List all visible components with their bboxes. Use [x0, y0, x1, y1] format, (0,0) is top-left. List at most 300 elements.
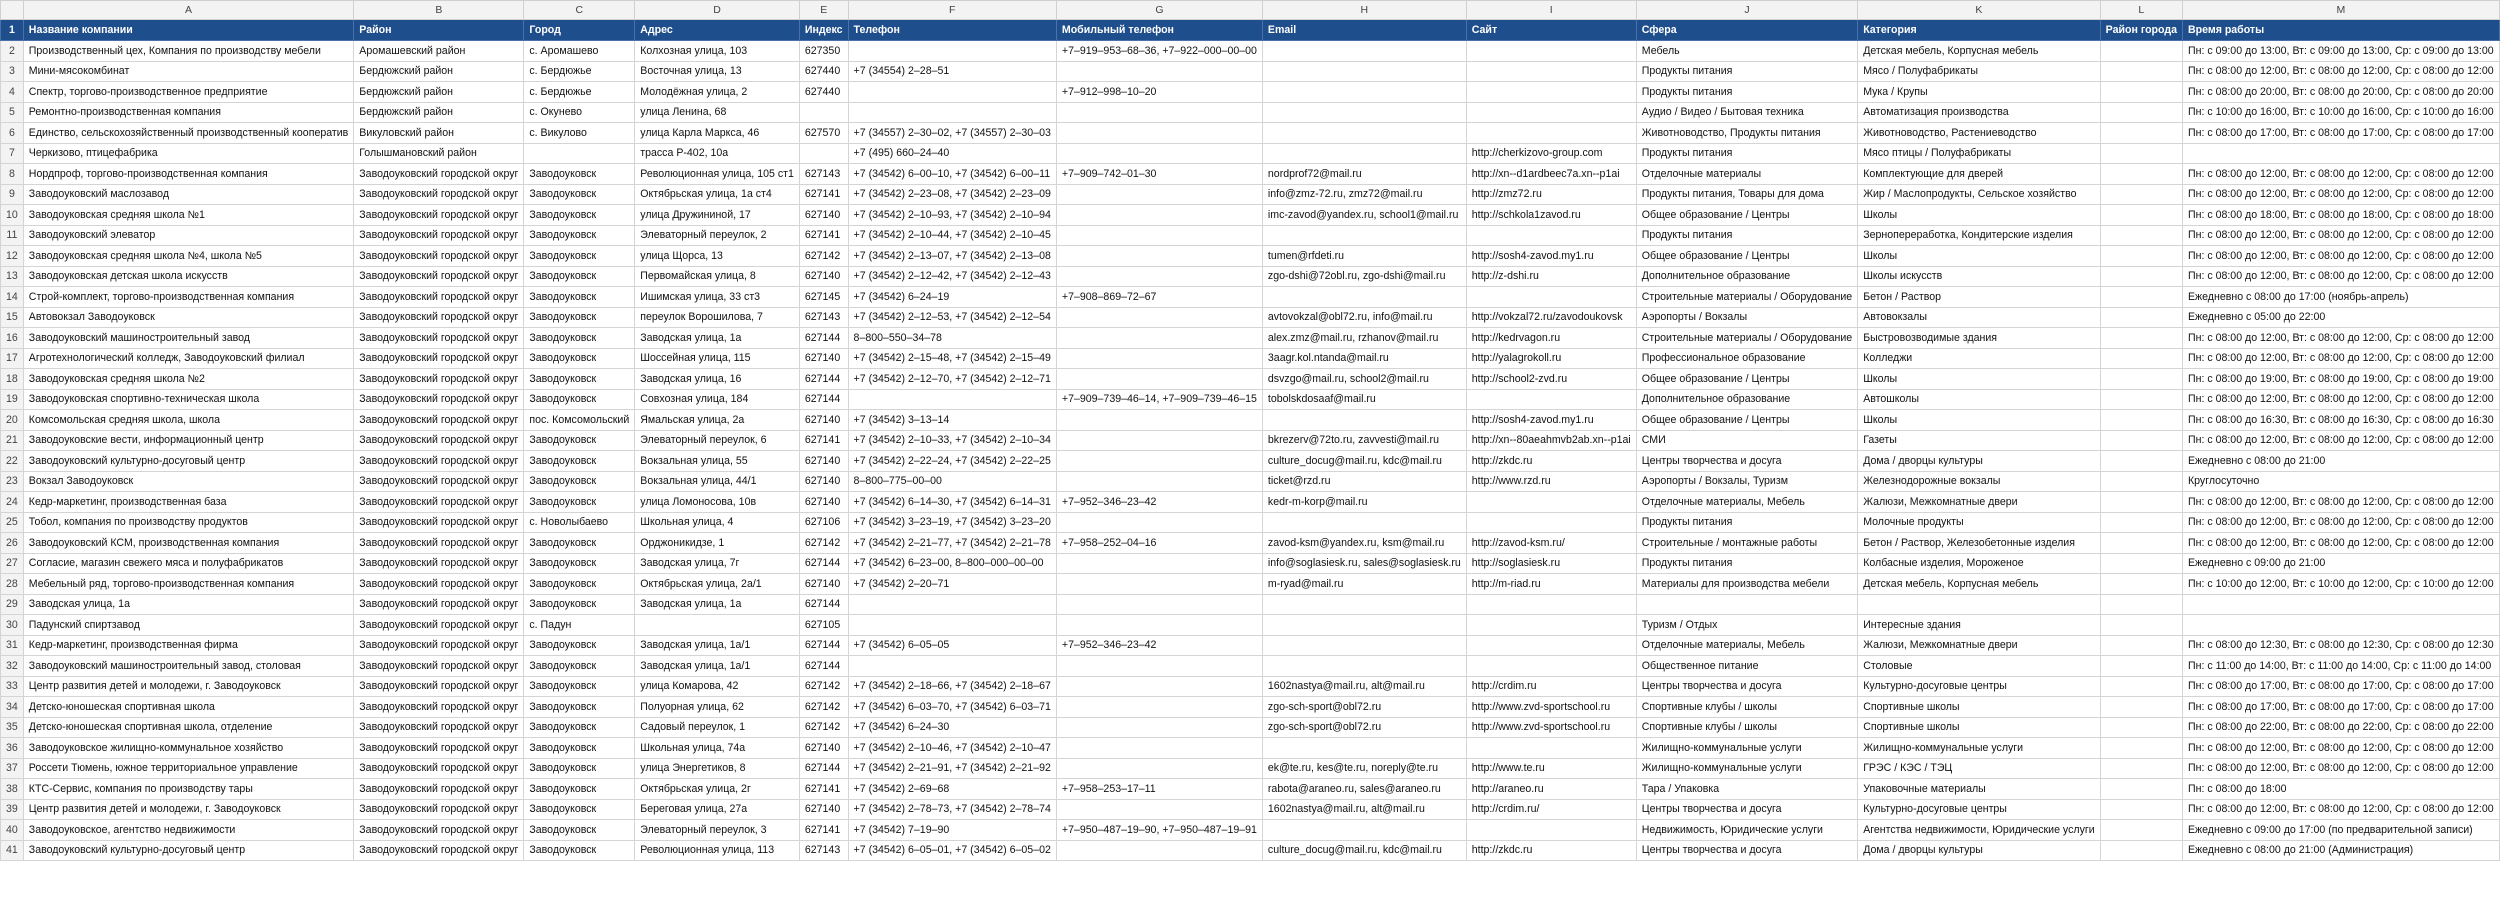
table-cell[interactable]: Автоматизация производства	[1858, 102, 2100, 123]
table-cell[interactable]: Заводоуковский городской округ	[354, 328, 524, 349]
table-cell[interactable]	[2100, 430, 2182, 451]
table-cell[interactable]	[799, 143, 848, 164]
table-cell[interactable]	[2100, 533, 2182, 554]
table-cell[interactable]: Заводская улица, 16	[635, 369, 800, 390]
table-cell[interactable]: Пн: с 08:00 до 12:00, Вт: с 08:00 до 12:00, Ср: с 08:00 до 12:00	[2182, 184, 2499, 205]
table-cell[interactable]: Совхозная улица, 184	[635, 389, 800, 410]
row-number[interactable]: 1	[1, 20, 24, 41]
table-cell[interactable]	[1056, 799, 1262, 820]
table-cell[interactable]: Отделочные материалы, Мебель	[1636, 635, 1857, 656]
table-cell[interactable]: 627144	[799, 389, 848, 410]
table-cell[interactable]: +7 (34542) 2–10–44, +7 (34542) 2–10–45	[848, 225, 1056, 246]
table-cell[interactable]: 3aagr.kol.ntanda@mail.ru	[1262, 348, 1466, 369]
table-cell[interactable]: с. Бердюжье	[524, 82, 635, 103]
table-cell[interactable]: http://xn--d1ardbeec7a.xn--p1ai	[1466, 164, 1636, 185]
header-cell[interactable]: Email	[1262, 20, 1466, 41]
table-cell[interactable]: Садовый переулок, 1	[635, 717, 800, 738]
column-letter-h[interactable]: H	[1262, 1, 1466, 20]
table-cell[interactable]: Заводская улица, 1а/1	[635, 635, 800, 656]
table-cell[interactable]: 627143	[799, 164, 848, 185]
table-cell[interactable]: Жир / Маслопродукты, Сельское хозяйство	[1858, 184, 2100, 205]
table-cell[interactable]	[2182, 615, 2499, 636]
row-number[interactable]: 11	[1, 225, 24, 246]
table-cell[interactable]: Детско-юношеская спортивная школа, отделение	[23, 717, 353, 738]
table-cell[interactable]: Пн: с 08:00 до 17:00, Вт: с 08:00 до 17:00, Ср: с 08:00 до 17:00	[2182, 123, 2499, 144]
table-cell[interactable]: Детская мебель, Корпусная мебель	[1858, 41, 2100, 62]
column-letter-b[interactable]: B	[354, 1, 524, 20]
table-cell[interactable]: Животноводство, Растениеводство	[1858, 123, 2100, 144]
table-cell[interactable]: Аэропорты / Вокзалы, Туризм	[1636, 471, 1857, 492]
table-cell[interactable]: Россети Тюмень, южное территориальное управление	[23, 758, 353, 779]
table-cell[interactable]: Заводоуковск	[524, 840, 635, 861]
header-cell[interactable]: Адрес	[635, 20, 800, 41]
table-cell[interactable]: +7–908–869–72–67	[1056, 287, 1262, 308]
table-cell[interactable]: Центры творчества и досуга	[1636, 451, 1857, 472]
table-cell[interactable]: Заводоуковский городской округ	[354, 697, 524, 718]
row-number[interactable]: 29	[1, 594, 24, 615]
table-cell[interactable]: Заводоуковский городской округ	[354, 779, 524, 800]
table-cell[interactable]	[1262, 512, 1466, 533]
table-cell[interactable]: Голышмановский район	[354, 143, 524, 164]
table-cell[interactable]: Строительные материалы / Оборудование	[1636, 328, 1857, 349]
table-cell[interactable]	[1056, 348, 1262, 369]
table-cell[interactable]: Пн: с 08:00 до 12:00, Вт: с 08:00 до 12:00, Ср: с 08:00 до 12:00	[2182, 225, 2499, 246]
table-cell[interactable]: 627144	[799, 553, 848, 574]
table-cell[interactable]: Мебельный ряд, торгово-производственная компания	[23, 574, 353, 595]
table-cell[interactable]: 627141	[799, 430, 848, 451]
table-cell[interactable]: Культурно-досуговые центры	[1858, 799, 2100, 820]
table-cell[interactable]: с. Викулово	[524, 123, 635, 144]
table-cell[interactable]: Полуорная улица, 62	[635, 697, 800, 718]
table-cell[interactable]	[1056, 225, 1262, 246]
table-cell[interactable]	[2100, 676, 2182, 697]
table-cell[interactable]	[2100, 492, 2182, 513]
table-cell[interactable]: Газеты	[1858, 430, 2100, 451]
table-cell[interactable]: Заводская улица, 1а/1	[635, 656, 800, 677]
table-cell[interactable]	[1466, 738, 1636, 759]
table-cell[interactable]: +7 (34542) 2–10–33, +7 (34542) 2–10–34	[848, 430, 1056, 451]
table-cell[interactable]: 627140	[799, 799, 848, 820]
table-cell[interactable]: Пн: с 09:00 до 13:00, Вт: с 09:00 до 13:00, Ср: с 09:00 до 13:00	[2182, 41, 2499, 62]
row-number[interactable]: 18	[1, 369, 24, 390]
table-cell[interactable]: 8–800–775–00–00	[848, 471, 1056, 492]
table-cell[interactable]: с. Падун	[524, 615, 635, 636]
table-cell[interactable]	[2100, 799, 2182, 820]
column-letter-d[interactable]: D	[635, 1, 800, 20]
table-cell[interactable]	[2100, 369, 2182, 390]
table-cell[interactable]: Викуловский район	[354, 123, 524, 144]
table-cell[interactable]: +7 (34542) 2–23–08, +7 (34542) 2–23–09	[848, 184, 1056, 205]
table-cell[interactable]: Материалы для производства мебели	[1636, 574, 1857, 595]
table-cell[interactable]: Заводоуковский городской округ	[354, 594, 524, 615]
table-cell[interactable]: Заводоуковск	[524, 533, 635, 554]
table-cell[interactable]: +7 (34542) 6–24–19	[848, 287, 1056, 308]
table-cell[interactable]: 627142	[799, 676, 848, 697]
table-cell[interactable]: Колледжи	[1858, 348, 2100, 369]
table-cell[interactable]: +7 (34542) 2–21–77, +7 (34542) 2–21–78	[848, 533, 1056, 554]
table-cell[interactable]: Ишимская улица, 33 ст3	[635, 287, 800, 308]
table-cell[interactable]: Заводская улица, 1а	[23, 594, 353, 615]
table-cell[interactable]: Ежедневно с 05:00 до 22:00	[2182, 307, 2499, 328]
table-cell[interactable]	[1262, 41, 1466, 62]
table-cell[interactable]: Пн: с 08:00 до 19:00, Вт: с 08:00 до 19:00, Ср: с 08:00 до 19:00	[2182, 369, 2499, 390]
table-cell[interactable]: Жилищно-коммунальные услуги	[1636, 758, 1857, 779]
table-cell[interactable]: Заводоуковск	[524, 738, 635, 759]
table-cell[interactable]: dsvzgo@mail.ru, school2@mail.ru	[1262, 369, 1466, 390]
table-cell[interactable]: 627144	[799, 635, 848, 656]
table-cell[interactable]: Заводоуковский городской округ	[354, 615, 524, 636]
table-cell[interactable]	[2100, 656, 2182, 677]
table-cell[interactable]: info@soglasiesk.ru, sales@soglasiesk.ru	[1262, 553, 1466, 574]
row-number[interactable]: 15	[1, 307, 24, 328]
table-cell[interactable]	[848, 389, 1056, 410]
table-cell[interactable]: 627144	[799, 656, 848, 677]
table-cell[interactable]: 8–800–550–34–78	[848, 328, 1056, 349]
table-cell[interactable]	[1466, 635, 1636, 656]
table-cell[interactable]: +7 (34542) 2–12–42, +7 (34542) 2–12–43	[848, 266, 1056, 287]
table-cell[interactable]: Бетон / Раствор	[1858, 287, 2100, 308]
table-cell[interactable]: Заводоуковский городской округ	[354, 635, 524, 656]
table-cell[interactable]: Заводоуковский городской округ	[354, 246, 524, 267]
table-cell[interactable]: Комсомольская средняя школа, школа	[23, 410, 353, 431]
table-cell[interactable]: 627142	[799, 246, 848, 267]
table-cell[interactable]: Отделочные материалы, Мебель	[1636, 492, 1857, 513]
row-number[interactable]: 36	[1, 738, 24, 759]
table-cell[interactable]: Зернопереработка, Кондитерские изделия	[1858, 225, 2100, 246]
table-cell[interactable]: 627140	[799, 410, 848, 431]
table-cell[interactable]: 627141	[799, 779, 848, 800]
table-cell[interactable]: Заводоуковск	[524, 656, 635, 677]
table-cell[interactable]: Автовокзалы	[1858, 307, 2100, 328]
table-cell[interactable]: Заводоуковский городской округ	[354, 512, 524, 533]
table-cell[interactable]: Вокзальная улица, 44/1	[635, 471, 800, 492]
table-cell[interactable]: 627143	[799, 840, 848, 861]
table-cell[interactable]: m-ryad@mail.ru	[1262, 574, 1466, 595]
table-cell[interactable]: Интересные здания	[1858, 615, 2100, 636]
table-cell[interactable]: Мини-мясокомбинат	[23, 61, 353, 82]
column-letter-a[interactable]: A	[23, 1, 353, 20]
table-cell[interactable]: Тара / Упаковка	[1636, 779, 1857, 800]
row-number[interactable]: 40	[1, 820, 24, 841]
table-cell[interactable]: +7 (34542) 6–05–01, +7 (34542) 6–05–02	[848, 840, 1056, 861]
table-cell[interactable]	[2100, 512, 2182, 533]
table-cell[interactable]: 627143	[799, 307, 848, 328]
table-cell[interactable]: +7 (34542) 2–10–93, +7 (34542) 2–10–94	[848, 205, 1056, 226]
table-cell[interactable]: Пн: с 08:00 до 18:00, Вт: с 08:00 до 18:00, Ср: с 08:00 до 18:00	[2182, 205, 2499, 226]
table-cell[interactable]: +7 (34542) 2–15–48, +7 (34542) 2–15–49	[848, 348, 1056, 369]
table-cell[interactable]: Отделочные материалы	[1636, 164, 1857, 185]
table-cell[interactable]: Пн: с 08:00 до 12:00, Вт: с 08:00 до 12:00, Ср: с 08:00 до 12:00	[2182, 164, 2499, 185]
table-cell[interactable]	[1262, 82, 1466, 103]
row-number[interactable]: 12	[1, 246, 24, 267]
table-cell[interactable]	[1262, 287, 1466, 308]
header-cell[interactable]: Район города	[2100, 20, 2182, 41]
table-cell[interactable]: Общее образование / Центры	[1636, 205, 1857, 226]
table-cell[interactable]: Заводоуковский городской округ	[354, 676, 524, 697]
table-cell[interactable]: Жилищно-коммунальные услуги	[1636, 738, 1857, 759]
table-cell[interactable]	[1466, 820, 1636, 841]
table-cell[interactable]: Общее образование / Центры	[1636, 410, 1857, 431]
table-cell[interactable]: Колбасные изделия, Мороженое	[1858, 553, 2100, 574]
table-cell[interactable]: Кедр-маркетинг, производственная база	[23, 492, 353, 513]
table-cell[interactable]: Детско-юношеская спортивная школа	[23, 697, 353, 718]
table-cell[interactable]: Пн: с 08:00 до 12:00, Вт: с 08:00 до 12:00, Ср: с 08:00 до 12:00	[2182, 328, 2499, 349]
table-cell[interactable]	[1262, 143, 1466, 164]
table-cell[interactable]: Кедр-маркетинг, производственная фирма	[23, 635, 353, 656]
table-cell[interactable]: Заводоуковск	[524, 348, 635, 369]
table-cell[interactable]: Заводоуковск	[524, 553, 635, 574]
table-cell[interactable]	[2100, 246, 2182, 267]
table-cell[interactable]: Заводоуковск	[524, 779, 635, 800]
table-cell[interactable]	[2100, 287, 2182, 308]
row-number[interactable]: 34	[1, 697, 24, 718]
row-number[interactable]: 16	[1, 328, 24, 349]
table-cell[interactable]	[1056, 266, 1262, 287]
header-cell[interactable]: Телефон	[848, 20, 1056, 41]
table-cell[interactable]: Агентства недвижимости, Юридические услуги	[1858, 820, 2100, 841]
table-cell[interactable]: http://sosh4-zavod.my1.ru	[1466, 410, 1636, 431]
table-cell[interactable]	[2100, 41, 2182, 62]
table-cell[interactable]: Столовые	[1858, 656, 2100, 677]
table-cell[interactable]: Падунский спиртзавод	[23, 615, 353, 636]
table-cell[interactable]	[799, 102, 848, 123]
table-cell[interactable]: улица Энергетиков, 8	[635, 758, 800, 779]
table-cell[interactable]: Заводоуковск	[524, 451, 635, 472]
table-cell[interactable]: Туризм / Отдых	[1636, 615, 1857, 636]
table-cell[interactable]: Центры творчества и досуга	[1636, 676, 1857, 697]
table-cell[interactable]: tumen@rfdeti.ru	[1262, 246, 1466, 267]
column-letter-m[interactable]: M	[2182, 1, 2499, 20]
table-cell[interactable]: улица Щорса, 13	[635, 246, 800, 267]
table-cell[interactable]: Аромашевский район	[354, 41, 524, 62]
row-number[interactable]: 33	[1, 676, 24, 697]
table-cell[interactable]: Пн: с 08:00 до 12:00, Вт: с 08:00 до 12:00, Ср: с 08:00 до 12:00	[2182, 246, 2499, 267]
table-cell[interactable]	[2100, 348, 2182, 369]
table-cell[interactable]: 627141	[799, 225, 848, 246]
table-cell[interactable]: Заводоуковский городской округ	[354, 471, 524, 492]
table-cell[interactable]	[1262, 594, 1466, 615]
table-cell[interactable]	[2100, 307, 2182, 328]
table-cell[interactable]: Школы искусств	[1858, 266, 2100, 287]
table-cell[interactable]: Продукты питания	[1636, 225, 1857, 246]
table-cell[interactable]: Заводоуковские вести, информационный центр	[23, 430, 353, 451]
row-number[interactable]: 13	[1, 266, 24, 287]
table-cell[interactable]: Черкизово, птицефабрика	[23, 143, 353, 164]
table-cell[interactable]	[1056, 840, 1262, 861]
table-cell[interactable]	[1466, 123, 1636, 144]
table-cell[interactable]: Заводоуковск	[524, 758, 635, 779]
table-cell[interactable]: 627140	[799, 205, 848, 226]
row-number[interactable]: 31	[1, 635, 24, 656]
table-cell[interactable]	[2100, 758, 2182, 779]
table-cell[interactable]	[2100, 164, 2182, 185]
table-cell[interactable]	[1056, 471, 1262, 492]
table-cell[interactable]: Заводоуковск	[524, 184, 635, 205]
table-cell[interactable]	[2100, 225, 2182, 246]
table-cell[interactable]: Бетон / Раствор, Железобетонные изделия	[1858, 533, 2100, 554]
table-cell[interactable]: 627142	[799, 717, 848, 738]
table-cell[interactable]	[2100, 328, 2182, 349]
table-cell[interactable]	[848, 82, 1056, 103]
table-cell[interactable]: Заводоуковск	[524, 430, 635, 451]
table-cell[interactable]	[2100, 61, 2182, 82]
table-cell[interactable]: Спортивные клубы / школы	[1636, 717, 1857, 738]
table-cell[interactable]	[1262, 102, 1466, 123]
table-cell[interactable]: Пн: с 08:00 до 17:00, Вт: с 08:00 до 17:00, Ср: с 08:00 до 17:00	[2182, 697, 2499, 718]
table-cell[interactable]: Школьная улица, 74а	[635, 738, 800, 759]
table-cell[interactable]	[1056, 430, 1262, 451]
table-cell[interactable]: Дома / дворцы культуры	[1858, 451, 2100, 472]
table-cell[interactable]	[2100, 738, 2182, 759]
table-cell[interactable]: Восточная улица, 13	[635, 61, 800, 82]
table-cell[interactable]: nordprof72@mail.ru	[1262, 164, 1466, 185]
table-cell[interactable]	[1466, 102, 1636, 123]
table-cell[interactable]: http://zavod-ksm.ru/	[1466, 533, 1636, 554]
table-cell[interactable]	[1262, 656, 1466, 677]
table-cell[interactable]: Пн: с 08:00 до 12:00, Вт: с 08:00 до 12:00, Ср: с 08:00 до 12:00	[2182, 348, 2499, 369]
table-cell[interactable]: Продукты питания	[1636, 82, 1857, 103]
column-letter-g[interactable]: G	[1056, 1, 1262, 20]
table-cell[interactable]	[848, 102, 1056, 123]
table-cell[interactable]: http://www.zvd-sportschool.ru	[1466, 717, 1636, 738]
table-cell[interactable]: info@zmz-72.ru, zmz72@mail.ru	[1262, 184, 1466, 205]
table-cell[interactable]	[2100, 615, 2182, 636]
table-cell[interactable]: alex.zmz@mail.ru, rzhanov@mail.ru	[1262, 328, 1466, 349]
table-cell[interactable]: Пн: с 08:00 до 12:00, Вт: с 08:00 до 12:00, Ср: с 08:00 до 12:00	[2182, 533, 2499, 554]
table-cell[interactable]	[1056, 369, 1262, 390]
table-cell[interactable]: Заводоуковский городской округ	[354, 820, 524, 841]
table-cell[interactable]	[2100, 143, 2182, 164]
table-cell[interactable]: 627440	[799, 61, 848, 82]
table-cell[interactable]: Школы	[1858, 410, 2100, 431]
table-cell[interactable]: Пн: с 08:00 до 12:00, Вт: с 08:00 до 12:00, Ср: с 08:00 до 12:00	[2182, 430, 2499, 451]
table-cell[interactable]	[1466, 41, 1636, 62]
table-cell[interactable]: Заводоуковская спортивно-техническая школа	[23, 389, 353, 410]
table-cell[interactable]: Заводоуковск	[524, 205, 635, 226]
table-cell[interactable]: Мебель	[1636, 41, 1857, 62]
table-cell[interactable]: +7 (34542) 2–10–46, +7 (34542) 2–10–47	[848, 738, 1056, 759]
table-cell[interactable]: ticket@rzd.ru	[1262, 471, 1466, 492]
table-cell[interactable]: Единство, сельскохозяйственный производственный кооператив	[23, 123, 353, 144]
table-cell[interactable]: Пн: с 10:00 до 16:00, Вт: с 10:00 до 16:00, Ср: с 10:00 до 16:00	[2182, 102, 2499, 123]
table-cell[interactable]: Заводоуковский городской округ	[354, 410, 524, 431]
table-cell[interactable]: 627140	[799, 266, 848, 287]
table-cell[interactable]: Центры творчества и досуга	[1636, 840, 1857, 861]
table-cell[interactable]	[1056, 758, 1262, 779]
table-cell[interactable]: Заводоуковский городской округ	[354, 717, 524, 738]
table-cell[interactable]	[1056, 512, 1262, 533]
table-cell[interactable]: Ежедневно с 09:00 до 17:00 (по предварительной записи)	[2182, 820, 2499, 841]
table-cell[interactable]	[848, 615, 1056, 636]
table-cell[interactable]: Заводоуковская детская школа искусств	[23, 266, 353, 287]
table-cell[interactable]: Ежедневно с 08:00 до 21:00 (Администрация)	[2182, 840, 2499, 861]
table-cell[interactable]: Заводоуковск	[524, 820, 635, 841]
table-cell[interactable]: Жилищно-коммунальные услуги	[1858, 738, 2100, 759]
table-cell[interactable]	[2100, 574, 2182, 595]
table-cell[interactable]: 627144	[799, 758, 848, 779]
table-cell[interactable]: Строительные / монтажные работы	[1636, 533, 1857, 554]
table-cell[interactable]: +7–952–346–23–42	[1056, 492, 1262, 513]
table-cell[interactable]: http://m-riad.ru	[1466, 574, 1636, 595]
table-cell[interactable]: http://www.rzd.ru	[1466, 471, 1636, 492]
table-cell[interactable]: Ежедневно с 08:00 до 17:00 (ноябрь-апрель)	[2182, 287, 2499, 308]
table-cell[interactable]: Продукты питания	[1636, 553, 1857, 574]
table-cell[interactable]: Заводоуковский культурно-досуговый центр	[23, 451, 353, 472]
table-cell[interactable]: СМИ	[1636, 430, 1857, 451]
table-cell[interactable]: Пн: с 08:00 до 17:00, Вт: с 08:00 до 17:00, Ср: с 08:00 до 17:00	[2182, 676, 2499, 697]
row-number[interactable]: 14	[1, 287, 24, 308]
table-cell[interactable]	[2100, 779, 2182, 800]
table-cell[interactable]: Дополнительное образование	[1636, 389, 1857, 410]
table-cell[interactable]	[2100, 840, 2182, 861]
table-cell[interactable]	[1056, 61, 1262, 82]
column-letter-c[interactable]: C	[524, 1, 635, 20]
table-cell[interactable]: http://araneo.ru	[1466, 779, 1636, 800]
table-cell[interactable]	[1262, 410, 1466, 431]
table-cell[interactable]	[1262, 61, 1466, 82]
table-cell[interactable]: Ежедневно с 08:00 до 21:00	[2182, 451, 2499, 472]
table-cell[interactable]: http://cherkizovo-group.com	[1466, 143, 1636, 164]
table-cell[interactable]: Береговая улица, 27а	[635, 799, 800, 820]
table-cell[interactable]: +7 (34542) 6–05–05	[848, 635, 1056, 656]
table-cell[interactable]: Октябрьская улица, 2г	[635, 779, 800, 800]
row-number[interactable]: 6	[1, 123, 24, 144]
header-cell[interactable]: Сайт	[1466, 20, 1636, 41]
table-cell[interactable]	[2100, 266, 2182, 287]
table-cell[interactable]: Производственный цех, Компания по производству мебели	[23, 41, 353, 62]
table-cell[interactable]: Вокзал Заводоуковск	[23, 471, 353, 492]
table-cell[interactable]: Мясо / Полуфабрикаты	[1858, 61, 2100, 82]
table-cell[interactable]: Первомайская улица, 8	[635, 266, 800, 287]
table-cell[interactable]: Детская мебель, Корпусная мебель	[1858, 574, 2100, 595]
table-cell[interactable]: Тобол, компания по производству продуктов	[23, 512, 353, 533]
column-letter-j[interactable]: J	[1636, 1, 1857, 20]
table-cell[interactable]: 627141	[799, 184, 848, 205]
table-cell[interactable]: ГРЭС / КЭС / ТЭЦ	[1858, 758, 2100, 779]
table-cell[interactable]: +7 (34542) 2–22–24, +7 (34542) 2–22–25	[848, 451, 1056, 472]
table-cell[interactable]: Ямальская улица, 2а	[635, 410, 800, 431]
table-cell[interactable]: Животноводство, Продукты питания	[1636, 123, 1857, 144]
table-cell[interactable]	[635, 615, 800, 636]
table-cell[interactable]: Культурно-досуговые центры	[1858, 676, 2100, 697]
table-cell[interactable]: 627145	[799, 287, 848, 308]
table-cell[interactable]: Комплектующие для дверей	[1858, 164, 2100, 185]
table-cell[interactable]: kedr-m-korp@mail.ru	[1262, 492, 1466, 513]
table-cell[interactable]: http://zkdc.ru	[1466, 840, 1636, 861]
table-cell[interactable]: +7–958–253–17–11	[1056, 779, 1262, 800]
table-cell[interactable]: Заводоуковское, агентство недвижимости	[23, 820, 353, 841]
table-cell[interactable]: +7 (34542) 7–19–90	[848, 820, 1056, 841]
table-cell[interactable]	[2100, 123, 2182, 144]
table-cell[interactable]: Заводоуковский культурно-досуговый центр	[23, 840, 353, 861]
table-cell[interactable]: Заводоуковский городской округ	[354, 533, 524, 554]
row-number[interactable]: 39	[1, 799, 24, 820]
table-cell[interactable]: 627440	[799, 82, 848, 103]
table-cell[interactable]: +7 (34542) 6–00–10, +7 (34542) 6–00–11	[848, 164, 1056, 185]
row-number[interactable]: 30	[1, 615, 24, 636]
table-cell[interactable]: Пн: с 08:00 до 12:00, Вт: с 08:00 до 12:00, Ср: с 08:00 до 12:00	[2182, 492, 2499, 513]
table-cell[interactable]: Общее образование / Центры	[1636, 246, 1857, 267]
table-cell[interactable]: Заводоуковский городской округ	[354, 369, 524, 390]
table-cell[interactable]	[1858, 594, 2100, 615]
table-cell[interactable]: Заводоуковский городской округ	[354, 184, 524, 205]
table-cell[interactable]: Заводоуковск	[524, 369, 635, 390]
table-cell[interactable]: Орджоникидзе, 1	[635, 533, 800, 554]
table-cell[interactable]: с. Аромашево	[524, 41, 635, 62]
row-number[interactable]: 25	[1, 512, 24, 533]
table-cell[interactable]	[1056, 307, 1262, 328]
column-letter-k[interactable]: K	[1858, 1, 2100, 20]
